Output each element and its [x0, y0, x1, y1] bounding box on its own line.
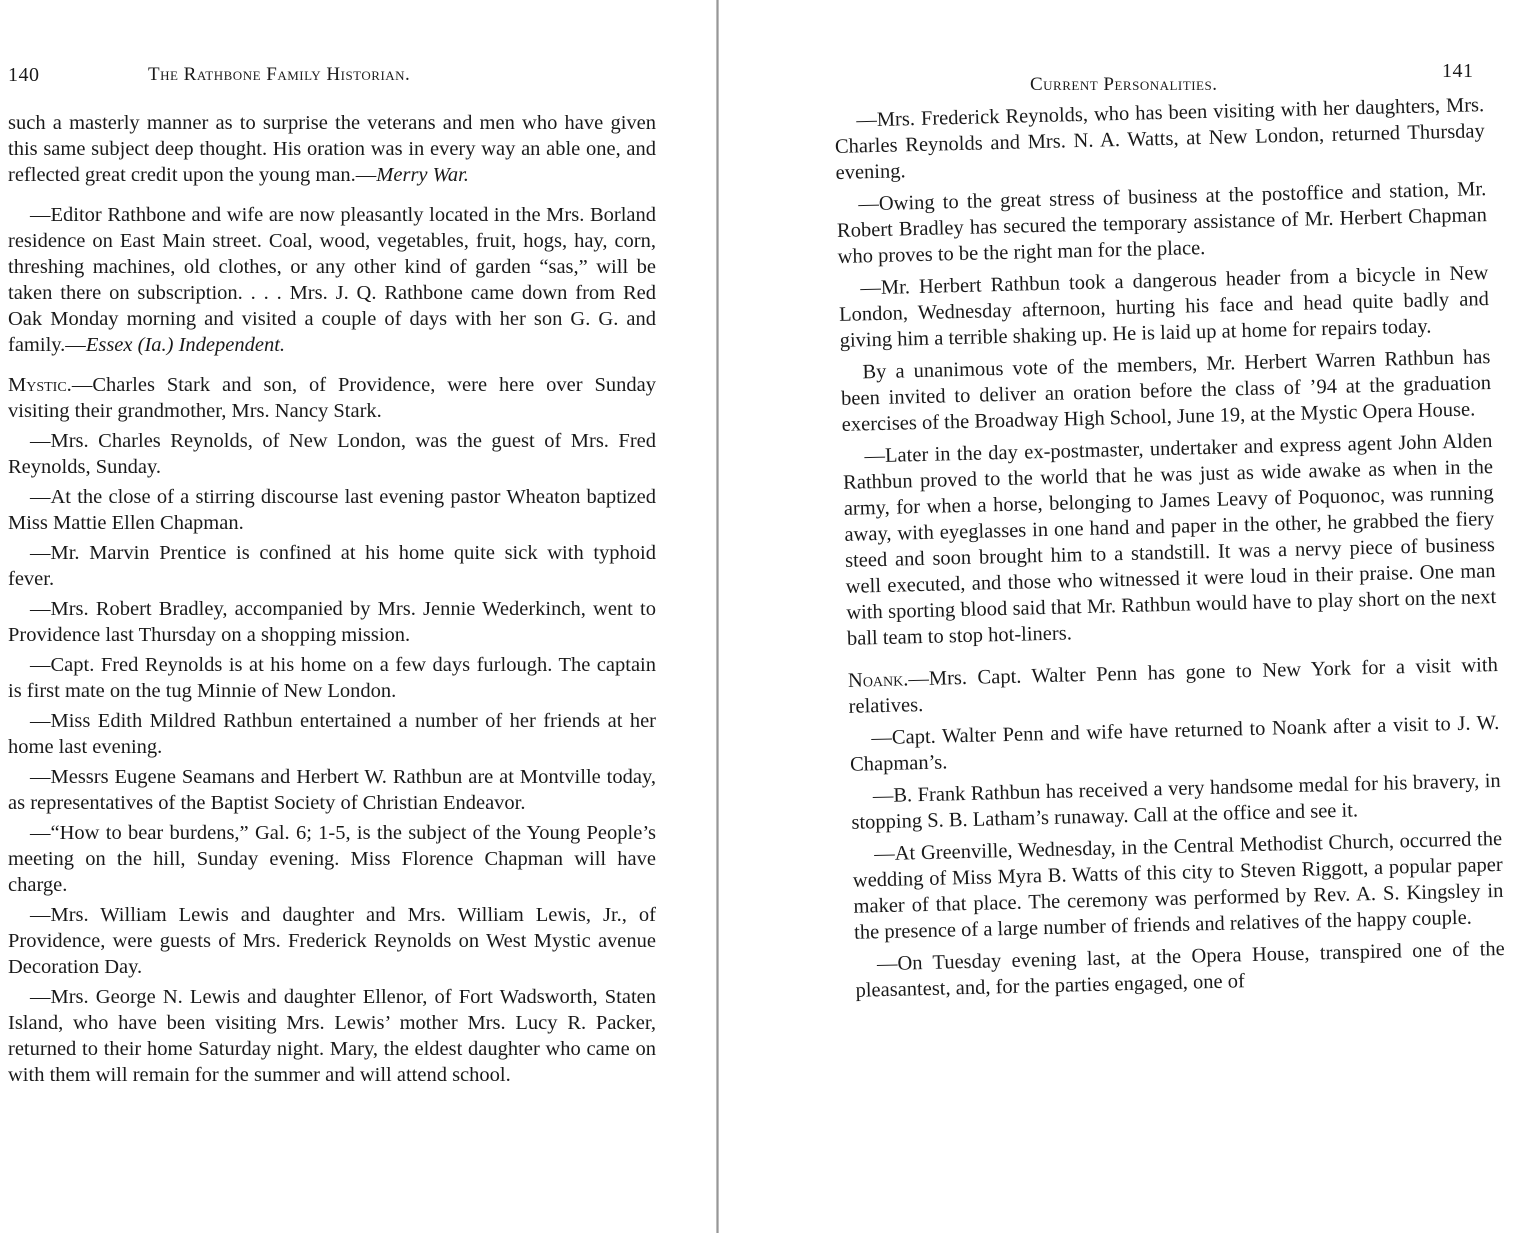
paragraph: [8, 202, 656, 358]
paragraph-text: —Mr. Marvin Prentice is confined at his home quite sick with typhoid fever.: [8, 542, 656, 590]
paragraph-text: —Capt. Fred Reynolds is at his home on a few days furlough. The captain is first mate on the tug Minnie of New London.: [8, 654, 656, 702]
paragraph-text: —On Tuesday evening last, at the Opera House, transpired one of the pleasantest, and, for the parties engaged, one of: [855, 937, 1506, 1002]
paragraph-text: —Mrs. William Lewis and daughter and Mrs. William Lewis, Jr., of Providence, were guests of Mrs. Frederick Reynolds on West Mystic avenue Decoration Day.: [8, 904, 656, 978]
paragraph: [848, 652, 1499, 720]
paragraph: [8, 484, 656, 536]
paragraph-text: —B. Frank Rathbun has received a very handsome medal for his bravery, in stopping S. B. Latham’s runaway. Call at the office and see it.: [851, 769, 1501, 834]
paragraph-text: —Mrs. Frederick Reynolds, who has been visiting with her daughters, Mrs. Charles Reynolds and Mrs. N. A. Watts, at New London, returned Thursday evening.: [834, 94, 1486, 184]
paragraph: [8, 902, 656, 980]
place-dateline: Noank.: [847, 668, 909, 692]
left-page-number: 140: [8, 64, 40, 86]
paragraph-text: —Mrs. George N. Lewis and daughter Ellenor, of Fort Wadsworth, Staten Island, who have been visiting Mrs. Lewis’ mother Mrs. Lucy R. Packer, returned to their home Saturday night. Mary, the eldest daughter who came on with them will remain for the summer and will attend school.: [8, 986, 656, 1086]
right-running-title: Current Personalities.: [1030, 74, 1218, 95]
paragraph-text: —Charles Stark and son, of Providence, were here over Sunday visiting their grandmother, Mrs. Nancy Stark.: [8, 374, 656, 422]
paragraph-text: —Capt. Walter Penn and wife have returned to Noank after a visit to J. W. Chapman’s.: [849, 711, 1500, 776]
paragraph: [8, 110, 656, 188]
paragraph: [8, 984, 656, 1088]
paragraph: [834, 92, 1486, 186]
paragraph-text: —Mrs. Charles Reynolds, of New London, was the guest of Mrs. Fred Reynolds, Sunday.: [8, 430, 656, 478]
paragraph-text: —Owing to the great stress of business at the postoffice and station, Mr. Robert Bradley has secured the temporary assistance of Mr. Herbert Chapman who proves to be the right man for the place.: [836, 178, 1488, 268]
right-page-number: 141: [1442, 60, 1474, 82]
book-gutter: [716, 0, 719, 1233]
paragraph: [855, 936, 1506, 1004]
paragraph-text: —Messrs Eugene Seamans and Herbert W. Rathbun are at Montville today, as representatives of the Baptist Society of Christian Endeavor.: [8, 766, 656, 814]
paragraph-text: —Mr. Herbert Rathbun took a dangerous header from a bicycle in New London, Wednesday afternoon, hurting his face and head quite badly and giving him a terrible shaking up. He is laid up at home for repairs today.: [838, 262, 1490, 352]
paragraph-text: By a unanimous vote of the members, Mr. Herbert Warren Rathbun has been invited to deliver an oration before the class of ’94 at the graduation exercises of the Broadway High School, June 19, at the Mystic Opera House.: [840, 346, 1492, 436]
paragraph: [840, 344, 1492, 438]
paragraph-text: —At the close of a stirring discourse last evening pastor Wheaton baptized Miss Mattie Ellen Chapman.: [8, 486, 656, 534]
paragraph-text: —Later in the day ex-postmaster, undertaker and express agent John Alden Rathbun proved to the world that he was just as wide awake as when in the army, for when a horse, belonging to James Leavy of Poquonoc, was running away, with eyeglasses in one hand and paper in the other, he grabbed the fiery steed and soon brought him to a standstill. It was a nervy piece of business well executed, and those who witnessed it were loud in their praise. One man with sporting blood said that Mr. Rathbun would have to play short on the next ball team to stop hot-liners.: [842, 430, 1497, 650]
paragraph-text: —Editor Rathbone and wife are now pleasantly located in the Mrs. Borland residence on East Main street. Coal, wood, vegetables, fruit, hogs, hay, corn, threshing machines, old clothes, or any other kind of garden “sas,” will be taken there on subscription. . . . Mrs. J. Q. Rathbone came down from Red Oak Monday morning and visited a couple of days with her son G. G. and family.—: [8, 204, 656, 356]
paragraph: [8, 428, 656, 480]
paragraph: [8, 652, 656, 704]
paragraph: [836, 176, 1488, 270]
paragraph: [842, 428, 1497, 652]
paragraph: [849, 710, 1500, 778]
source-credit: Merry War.: [376, 164, 469, 186]
paragraph-text: —“How to bear burdens,” Gal. 6; 1-5, is the subject of the Young People’s meeting on the hill, Sunday evening. Miss Florence Chapman will have charge.: [8, 822, 656, 896]
paragraph-text: —Miss Edith Mildred Rathbun entertained a number of her friends at her home last evening.: [8, 710, 656, 758]
right-page: [720, 0, 1539, 1233]
paragraph: [8, 708, 656, 760]
paragraph: [8, 540, 656, 592]
left-running-title: The Rathbone Family Historian.: [148, 64, 411, 85]
paragraph: [8, 764, 656, 816]
source-credit: Essex (Ia.) Independent.: [85, 334, 286, 356]
paragraph-text: —Mrs. Capt. Walter Penn has gone to New York for a visit with relatives.: [848, 653, 1499, 718]
paragraph-text: —At Greenville, Wednesday, in the Central Methodist Church, occurred the wedding of Miss Myra B. Watts of this city to Steven Riggott, a popular paper maker of that place. The ceremony was performed by Rev. A. S. Kingsley in the presence of a large number of friends and relatives of the happy couple.: [852, 827, 1504, 944]
paragraph-text: such a masterly manner as to surprise the veterans and men who have given this same subject deep thought. His oration was in every way an able one, and reflected great credit upon the young man.—: [8, 112, 656, 186]
left-page-text: [8, 110, 656, 1092]
paragraph-text: —Mrs. Robert Bradley, accompanied by Mrs. Jennie Wederkinch, went to Providence last Thursday on a shopping mission.: [8, 598, 656, 646]
paragraph: [838, 260, 1490, 354]
paragraph: [8, 596, 656, 648]
place-dateline: Mystic.: [8, 374, 72, 396]
paragraph: [851, 768, 1502, 836]
paragraph: [852, 826, 1504, 946]
paragraph: [8, 372, 656, 424]
left-page: [0, 0, 716, 1233]
paragraph: [8, 820, 656, 898]
right-page-text: [834, 92, 1506, 1010]
